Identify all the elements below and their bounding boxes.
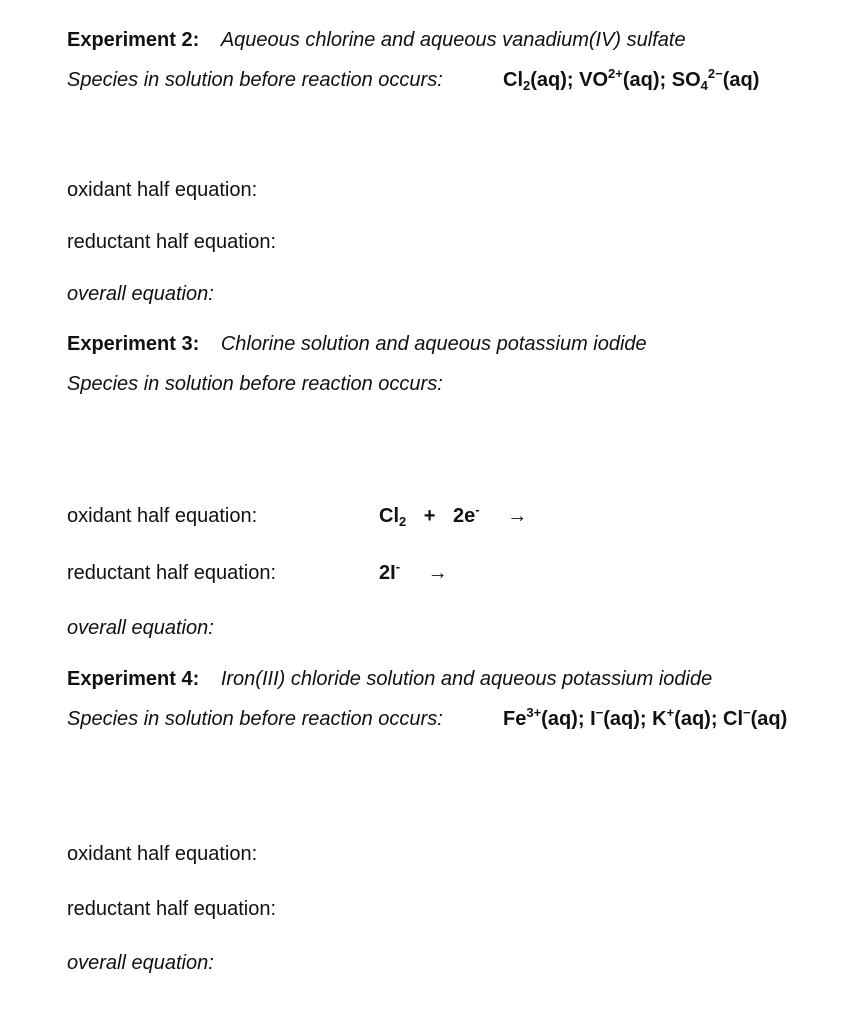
exp3-title: Chlorine solution and aqueous potassium iodide — [220, 333, 647, 355]
exp4-heading — [67, 667, 712, 691]
exp4-species-label: Species in solution before reaction occurs: — [67, 708, 443, 730]
exp4-title: Iron(III) chloride solution and aqueous potassium iodide — [220, 668, 713, 690]
exp2-oxidant-label: oxidant half equation: — [67, 179, 258, 201]
exp2-label: Experiment 2: — [67, 29, 200, 51]
exp2-title: Aqueous chlorine and aqueous vanadium(IV) sulfate — [220, 29, 686, 51]
exp2-species-list: $Cl_2(aq)$; $VO^{2+}(aq)$; $SO_4^{2-}(aq)$ — [503, 66, 760, 93]
arrow-icon: → — [427, 562, 448, 584]
exp4-label: Experiment 4: — [67, 668, 200, 690]
exp3-species-label: Species in solution before reaction occurs: — [67, 373, 443, 395]
exp4-oxidant-label: oxidant half equation: — [67, 843, 258, 865]
exp4-reductant-label: reductant half equation: — [67, 898, 277, 920]
arrow-icon: → — [507, 505, 528, 527]
exp2-species-label: Species in solution before reaction occurs: — [67, 69, 443, 91]
exp3-reductant-equation: 2I- → — [379, 559, 448, 584]
exp2-overall-label: overall equation: — [67, 283, 214, 305]
exp2-heading — [67, 28, 686, 52]
exp3-oxidant-equation: $Cl_2 + 2e^-$ → — [379, 502, 528, 529]
exp3-oxidant-label: oxidant half equation: — [67, 505, 258, 527]
exp2-reductant-label: reductant half equation: — [67, 231, 277, 253]
exp3-heading — [67, 332, 647, 356]
exp4-overall-label: overall equation: — [67, 952, 214, 974]
exp3-reductant-label: reductant half equation: — [67, 562, 277, 584]
exp3-overall-label: overall equation: — [67, 617, 214, 639]
exp4-species-list: $Fe^{3+}(aq)$; I−(aq); K+(aq); Cl−(aq) — [503, 705, 788, 730]
exp3-label: Experiment 3: — [67, 333, 200, 355]
